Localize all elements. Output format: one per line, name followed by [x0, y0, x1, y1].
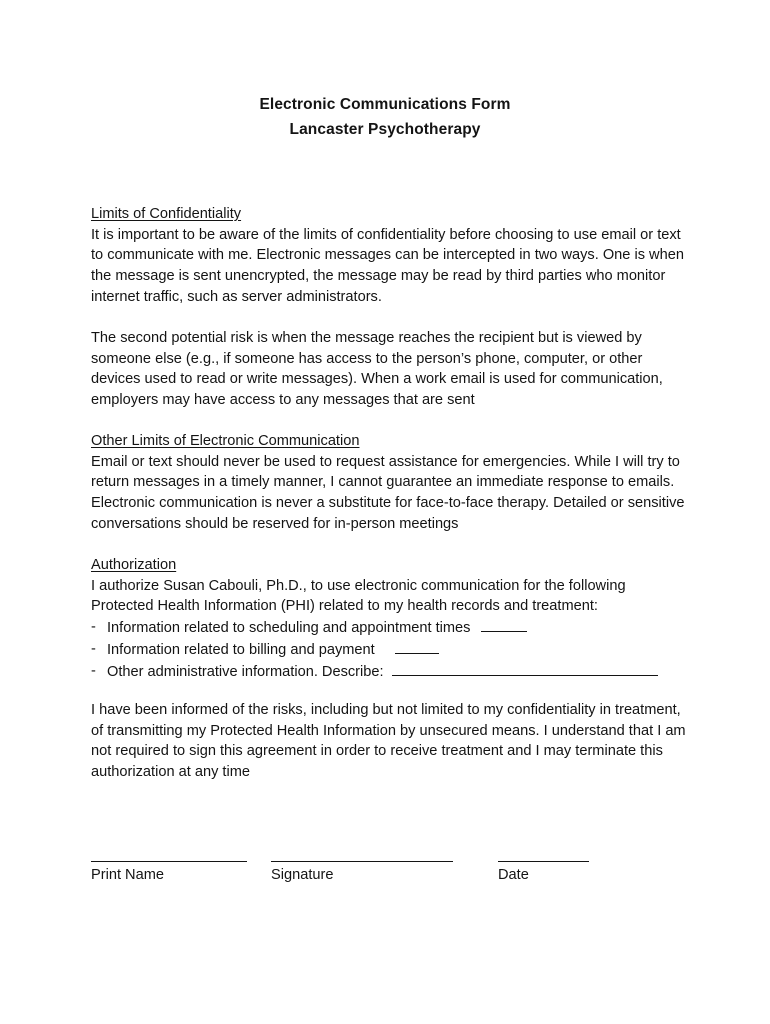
- phi-list: [91, 617, 691, 682]
- authorization-section: [91, 555, 691, 682]
- describe-field[interactable]: [392, 661, 658, 676]
- signature-label: Signature: [271, 867, 334, 883]
- list-item-other: [91, 661, 691, 683]
- authorization-intro: I authorize Susan Cabouli, Ph.D., to use electronic communication for the following Protected Health Information (PHI) related to my health records and treatment:: [91, 577, 626, 615]
- list-item-billing: [91, 639, 691, 661]
- other-limits-section: [91, 431, 691, 535]
- dash-bullet-icon: -: [91, 640, 96, 657]
- dash-bullet-icon: -: [91, 662, 96, 679]
- item-label: Information related to billing and payment: [107, 641, 375, 658]
- limits-of-confidentiality-section: [91, 204, 691, 308]
- other-limits-heading: Other Limits of Electronic Communication: [91, 433, 360, 449]
- billing-initial-field[interactable]: [395, 639, 439, 654]
- scheduling-initial-field[interactable]: [481, 617, 527, 632]
- item-label: Information related to scheduling and appointment times: [107, 620, 471, 637]
- form-title: Electronic Communications Form: [259, 96, 511, 113]
- print-name-field[interactable]: [91, 861, 247, 862]
- print-name-label: Print Name: [91, 867, 164, 883]
- other-limits-paragraph: Email or text should never be used to request assistance for emergencies. While I will try to return messages in a timely manner, I cannot guarantee an immediate response to emails. Electronic communication is never a substitute for face-to-face therapy. Detailed or sensitive conversations should be reserved for in-person meetings: [91, 453, 685, 532]
- list-item-scheduling: [91, 617, 691, 639]
- signature-field[interactable]: [271, 861, 453, 862]
- consent-section: [91, 700, 691, 783]
- second-risk-section: [91, 328, 691, 411]
- practice-name: Lancaster Psychotherapy: [289, 121, 481, 138]
- date-label: Date: [498, 867, 529, 883]
- limits-paragraph-1: It is important to be aware of the limits of confidentiality before choosing to use email or text to communicate with me. Electronic messages can be intercepted in two ways. One is when the message is sent unencrypted, the message may be read by third parties who monitor internet traffic, such as server administrators.: [91, 226, 684, 305]
- limits-paragraph-2: The second potential risk is when the message reaches the recipient but is viewed by someone else (e.g., if someone has access to the person’s phone, computer, or other devices used to read or write messages). When a work email is used for communication, employers may have access to any messages that are sent: [91, 330, 663, 409]
- item-label: Other administrative information. Describe:: [107, 663, 384, 680]
- dash-bullet-icon: -: [91, 619, 96, 636]
- consent-paragraph: I have been informed of the risks, including but not limited to my confidentiality in treatment, of transmitting my Protected Health Information by unsecured means. I understand that I am not required to sign this agreement in order to receive treatment and I may terminate this authorization at any time: [91, 702, 686, 781]
- authorization-heading: Authorization: [91, 557, 177, 573]
- limits-heading: Limits of Confidentiality: [91, 206, 242, 222]
- date-field[interactable]: [498, 861, 589, 862]
